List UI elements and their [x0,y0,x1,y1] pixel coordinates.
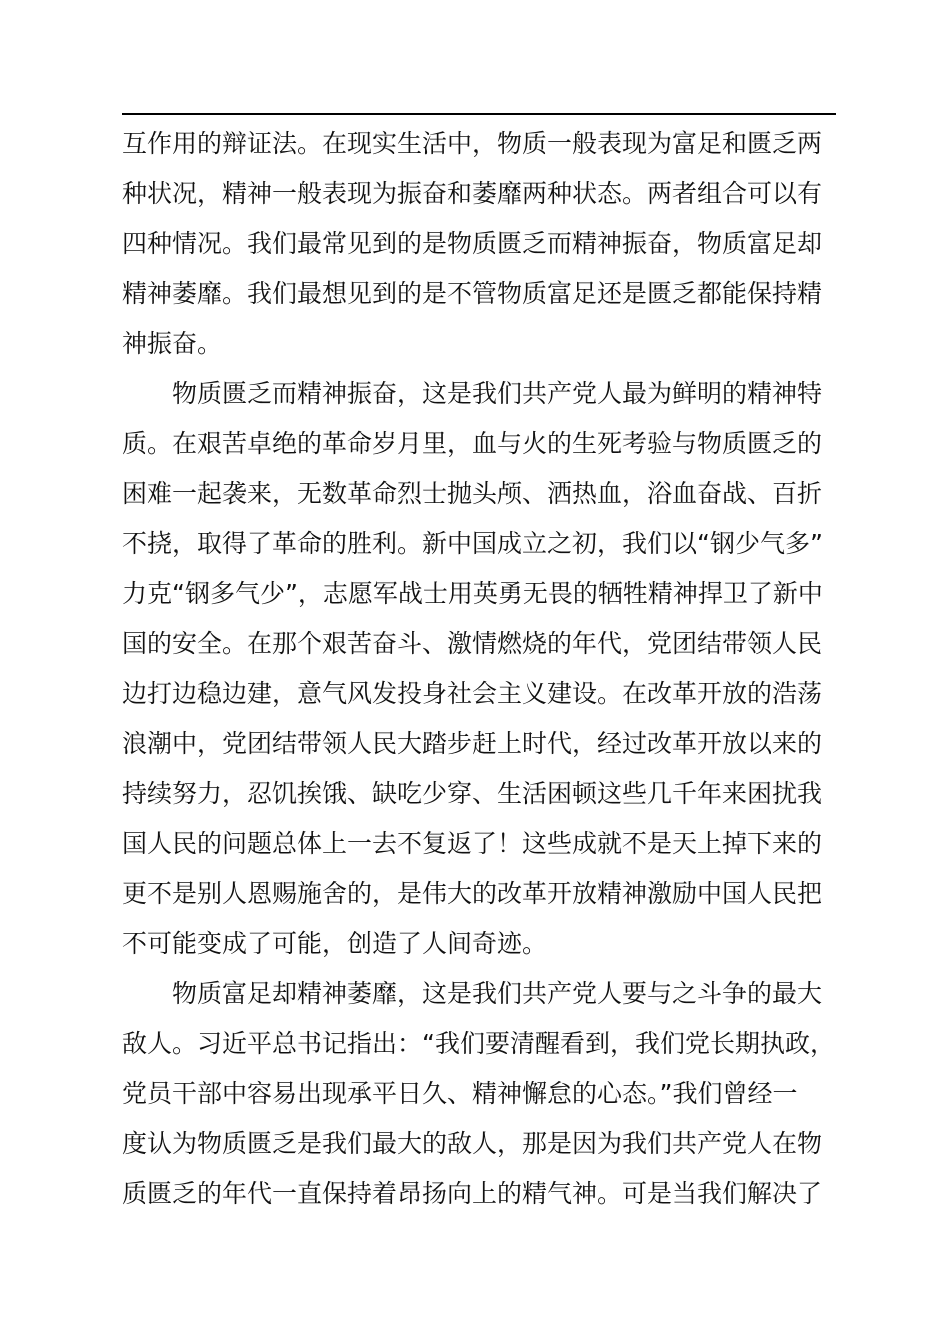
text-line: 更不是别人恩赐施舍的，是伟大的改革开放精神激励中国人民把 [122,879,823,908]
text-line: 困难一起袭来，无数革命烈士抛头颅、洒热血，浴血奋战、百折 [122,479,823,508]
header-rule [122,113,836,115]
text-line: 神振奋。 [122,329,223,358]
text-line: 敌人。习近平总书记指出：“我们要清醒看到，我们党长期执政， [122,1029,835,1058]
text-line: 国人民的问题总体上一去不复返了！这些成就不是天上掉下来的 [122,829,823,858]
text-line: 质匮乏的年代一直保持着昂扬向上的精气神。可是当我们解决了 [122,1179,823,1208]
text-line: 精神萎靡。我们最想见到的是不管物质富足还是匮乏都能保持精 [122,279,823,308]
text-line-paragraph-start: 物质匮乏而精神振奋，这是我们共产党人最为鲜明的精神特 [172,379,823,408]
text-line: 持续努力，忍饥挨饿、缺吃少穿、生活困顿这些几千年来困扰我 [122,779,823,808]
text-line: 度认为物质匮乏是我们最大的敌人，那是因为我们共产党人在物 [122,1129,823,1158]
text-line: 浪潮中，党团结带领人民大踏步赶上时代，经过改革开放以来的 [122,729,823,758]
text-line: 四种情况。我们最常见到的是物质匮乏而精神振奋，物质富足却 [122,229,823,258]
text-line: 互作用的辩证法。在现实生活中，物质一般表现为富足和匮乏两 [122,129,823,158]
text-line: 种状况，精神一般表现为振奋和萎靡两种状态。两者组合可以有 [122,179,823,208]
text-line: 不可能变成了可能，创造了人间奇迹。 [122,929,548,958]
text-line: 党员干部中容易出现承平日久、精神懈怠的心态。”我们曾经一 [122,1079,798,1108]
text-line: 边打边稳边建，意气风发投身社会主义建设。在改革开放的浩荡 [122,679,823,708]
document-body [122,119,862,1219]
text-line: 国的安全。在那个艰苦奋斗、激情燃烧的年代，党团结带领人民 [122,629,823,658]
text-line: 质。在艰苦卓绝的革命岁月里，血与火的生死考验与物质匮乏的 [122,429,823,458]
text-line-paragraph-start: 物质富足却精神萎靡，这是我们共产党人要与之斗争的最大 [172,979,823,1008]
text-line: 不挠，取得了革命的胜利。新中国成立之初，我们以“钢少气多” [122,529,823,558]
text-line: 力克“钢多气少”，志愿军战士用英勇无畏的牺牲精神捍卫了新中 [122,579,823,608]
